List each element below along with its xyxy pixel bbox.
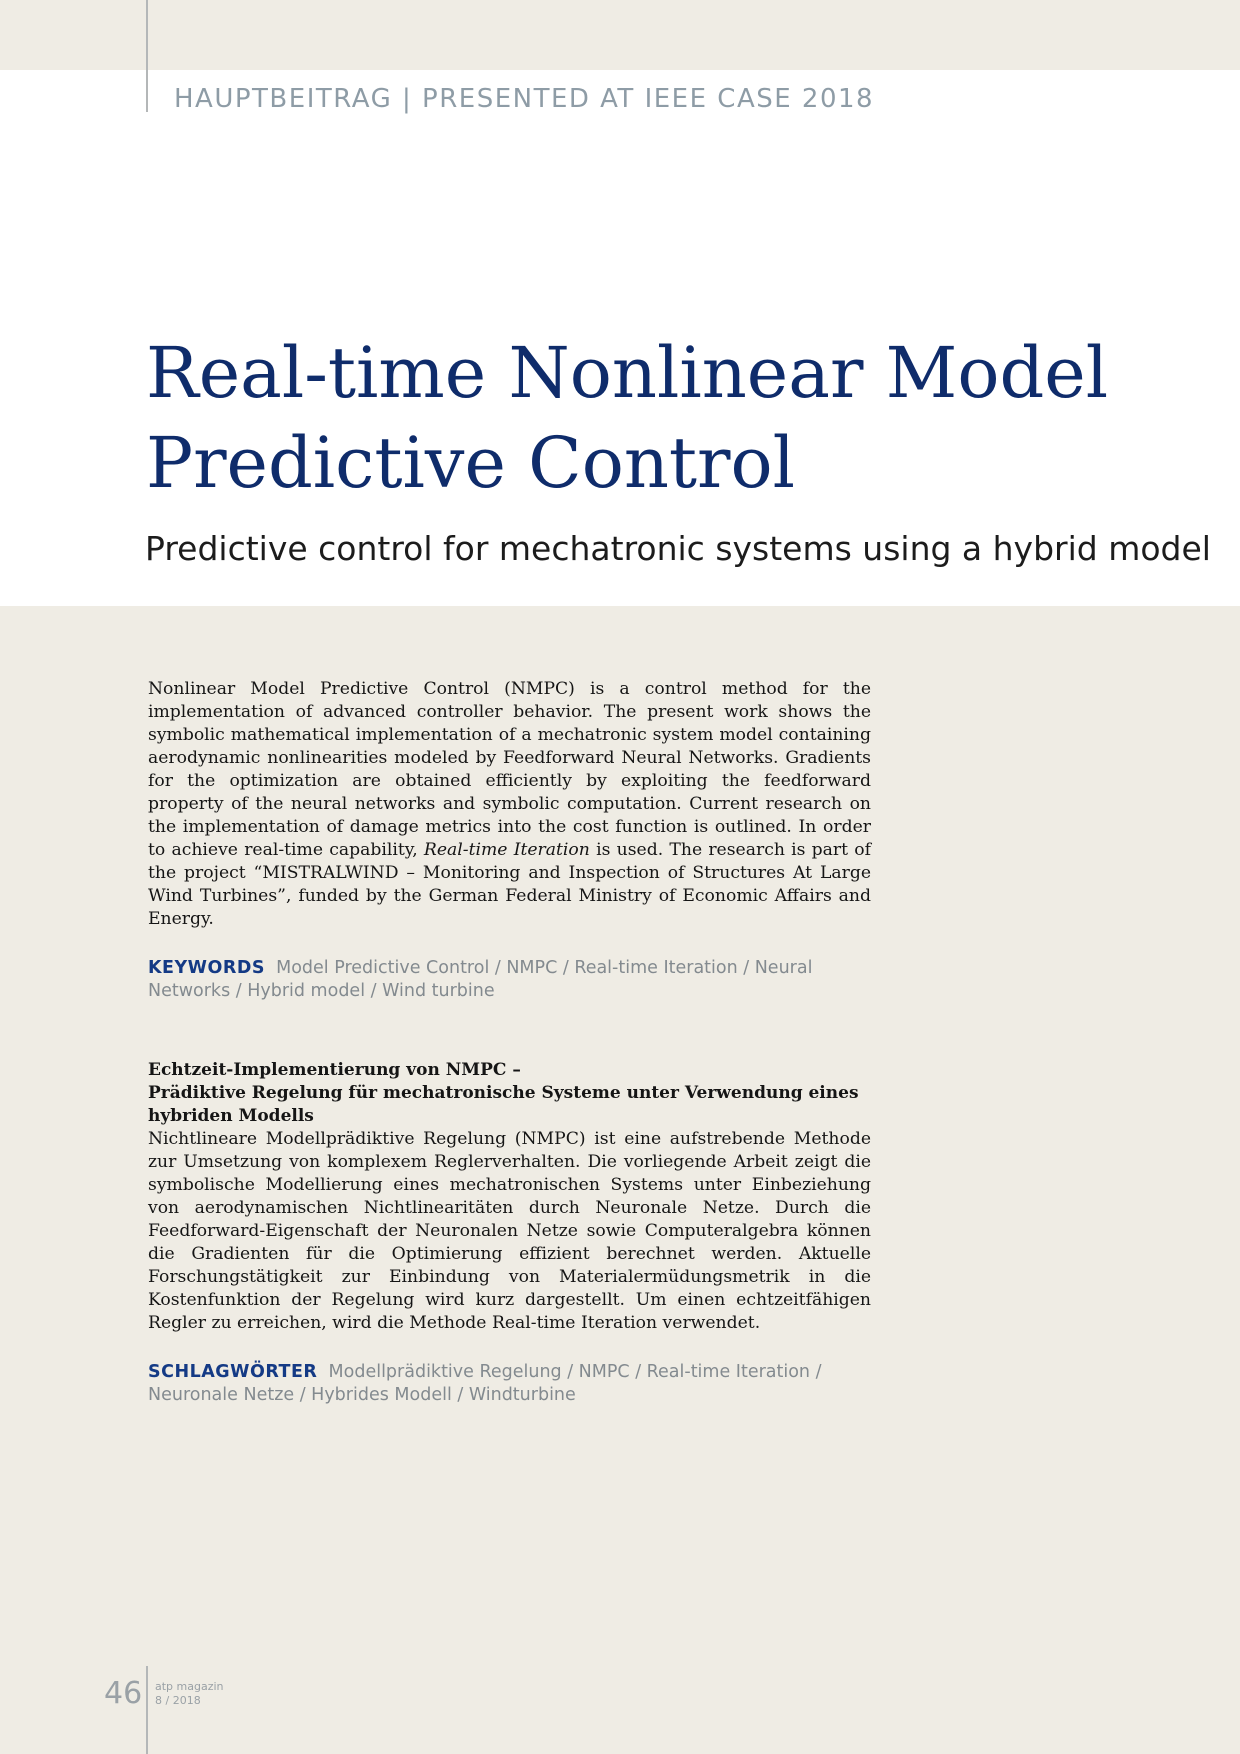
magazine-issue: 8 / 2018 [155,1694,201,1707]
abstract-en-part1: Nonlinear Model Predictive Control (NMPC) is a control method for the implementation of advanced controller behavior. The present work shows the symbolic mathematical implementation of a mechatronic system model containing aerodynamic nonlinearities modeled by Feedforward Neural Networks. Gradients for the optimization are obtained efficiently by exploiting the feedforward property of the neural networks and symbolic computation. Current research on the implementation of damage metrics into the cost function is outlined. In order to achieve real-time capability, [148,679,871,860]
magazine-name: atp magazin [155,1680,224,1693]
keywords-english [148,957,871,1003]
abstract-en-emphasis: Real-time Iteration [423,840,590,860]
keywords-label: KEYWORDS [148,958,265,978]
article-subtitle: Predictive control for mechatronic systems using a hybrid model [145,529,1211,568]
abstract-en-part2: is used. The research is part of the project “MISTRALWIND – Monitoring and Inspection of Structures At Large Wind Turbines”, funded by the German Federal Ministry of Economic Affairs and Energy. [148,840,871,929]
margin-rule-top [146,0,148,112]
margin-rule-bottom [146,1666,148,1754]
page-number: 46 [104,1676,143,1711]
title-line-1: Real-time Nonlinear Model [146,332,1109,414]
abstract-german: Nichtlineare Modellprädiktive Regelung (NMPC) ist eine aufstrebende Methode zur Umsetzung von komplexem Reglerverhalten. Die vorliegende Arbeit zeigt die symbolische Modellierung eines mechatronischen Systems unter Einbeziehung von aerodynamischen Nichtlinearitäten durch Neuronale Netze. Durch die Feedforward-Eigenschaft der Neuronalen Netze sowie Computeralgebra können die Gradienten für die Optimierung effizient berechnet werden. Aktuelle Forschungstätigkeit zur Einbindung von Materialermüdungsmetrik in die Kostenfunktion der Regelung wird kurz dargestellt. Um einen echtzeitfähigen Regler zu erreichen, wird die Methode Real-time Iteration verwendet. [148,1129,871,1333]
german-heading [148,1059,871,1128]
keywords-german [148,1361,871,1407]
schlagwoerter-text: Modellprädiktive Regelung / NMPC / Real-time Iteration / Neuronale Netze / Hybrides Modell / Windturbine [148,1362,822,1405]
section-label: HAUPTBEITRAG | PRESENTED AT IEEE CASE 2018 [174,84,875,114]
abstract-english [148,678,871,931]
german-heading-line-1: Echtzeit-Implementierung von NMPC – [148,1060,521,1080]
abstract-block [148,678,871,1407]
article-title [146,328,1166,508]
schlagwoerter-label: SCHLAGWÖRTER [148,1362,318,1382]
title-line-2: Predictive Control [146,422,796,504]
magazine-info [155,1680,224,1708]
german-heading-line-2: Prädiktive Regelung für mechatronische Systeme unter Verwendung eines hybriden Modells [148,1083,859,1126]
top-band [0,0,1240,70]
keywords-text: Model Predictive Control / NMPC / Real-time Iteration / Neural Networks / Hybrid model / Wind turbine [148,958,813,1001]
